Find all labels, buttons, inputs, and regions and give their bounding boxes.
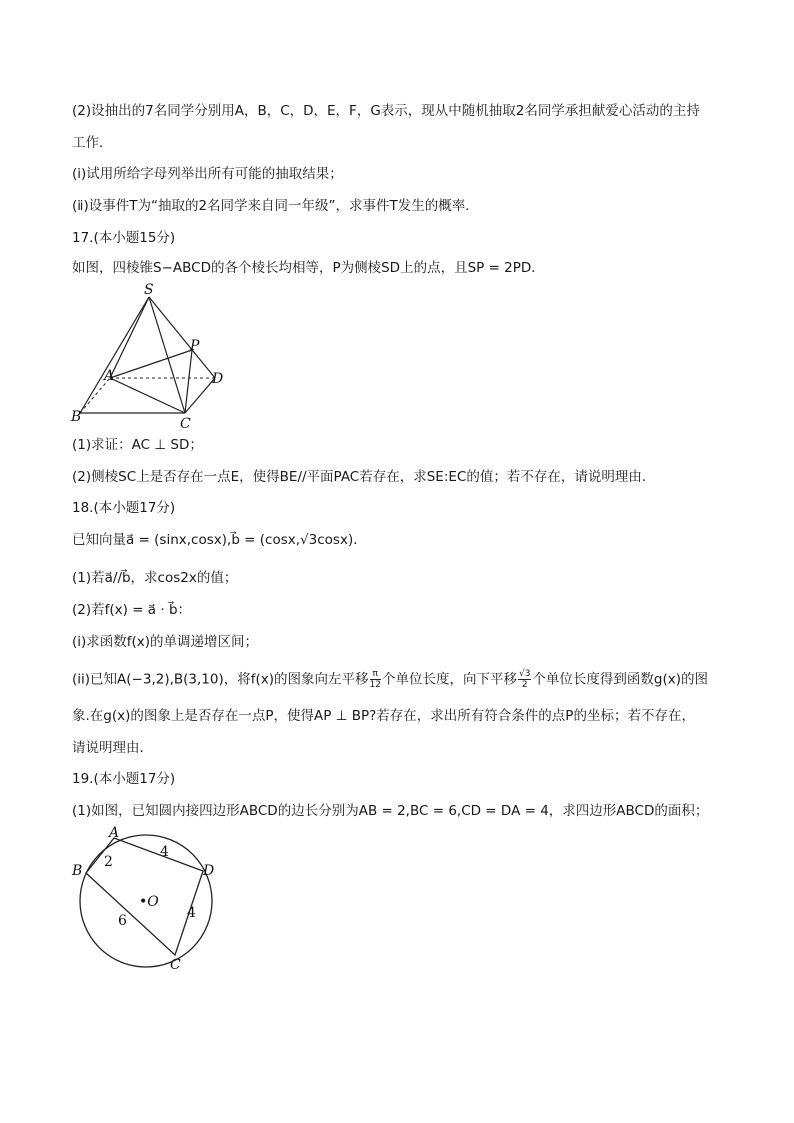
length-CD: 4 [187,905,196,921]
q18-part2: (2)若f(x) = a⃗ · b⃗： [72,602,192,618]
label-A: A [104,368,115,384]
q17-header: 17.(本小题15分) [72,230,176,246]
length-AD: 4 [160,844,169,860]
length-AB: 2 [104,854,113,870]
cyclic-quadrilateral-figure [66,822,226,972]
pyramid-figure [70,280,240,430]
label-C: C [170,957,181,972]
q19-header: 19.(本小题17分) [72,771,176,787]
q18-stem: 已知向量a⃗ = (sinx,cosx),b⃗ = (cosx,√3cosx)． [72,532,367,548]
q18-part2-ii-line2: 象.在g(x)的图象上是否存在一点P，使得AP ⊥ BP?若存在，求出所有符合条件的点P的坐标；若不存在， [72,708,695,724]
q18-part1: (1)若a⃗//b⃗，求cos2x的值； [72,570,238,586]
q16-part2-cont: 工作． [72,135,113,151]
q18-part2-ii-text-a: (ii)已知A(−3,2),B(3,10)，将f(x)的图象向左平移 [72,671,369,688]
q17-part1: (1)求证：AC ⊥ SD； [72,437,203,453]
fraction-pi-over-12 [370,669,381,690]
q18-header: 18.(本小题17分) [72,500,176,516]
label-C: C [180,416,191,430]
length-BC: 6 [118,913,127,929]
fraction-numerator: π [370,669,381,680]
label-D: D [203,863,215,879]
label-B: B [71,409,82,425]
q16-sub-i: (ⅰ)试用所给字母列举出所有可能的抽取结果； [72,166,343,182]
fraction-numerator: √3 [518,669,531,679]
q16-sub-ii: (ⅱ)设事件T为“抽取的2名同学来自同一年级”，求事件T发生的概率． [72,198,479,214]
q18-part2-ii [72,669,708,690]
fraction-sqrt3-over-2 [518,669,531,690]
q18-part2-ii-line3: 请说明理由． [72,740,153,756]
q16-part2: (2)设抽出的7名同学分别用A，B，C，D，E，F，G表示，现从中随机抽取2名同学承担献爱心活动的主持 [72,103,700,119]
q18-part2-ii-text-b: 个单位长度，向下平移 [381,671,517,688]
q18-part2-ii-text-c: 个单位长度得到函数g(x)的图 [532,671,709,688]
q17-part2: (2)侧棱SC上是否存在一点E，使得BE//平面PAC若存在，求SE:EC的值；若不存在，请说明理由． [72,469,656,485]
label-D: D [212,371,224,387]
label-A: A [109,825,120,841]
label-O: •O [139,894,159,910]
q17-stem: 如图，四棱锥S−ABCD的各个棱长均相等，P为侧棱SD上的点，且SP = 2PD． [72,260,545,276]
label-P: P [190,338,200,354]
q19-part1: (1)如图，已知圆内接四边形ABCD的边长分别为AB = 2,BC = 6,CD = DA = 4，求四边形ABCD的面积； [72,803,709,819]
label-B: B [72,863,83,879]
q18-part2-i: (i)求函数f(x)的单调递增区间； [72,634,259,650]
label-S: S [144,282,154,298]
fraction-denominator: 12 [369,680,381,690]
fraction-denominator: 2 [521,680,528,690]
